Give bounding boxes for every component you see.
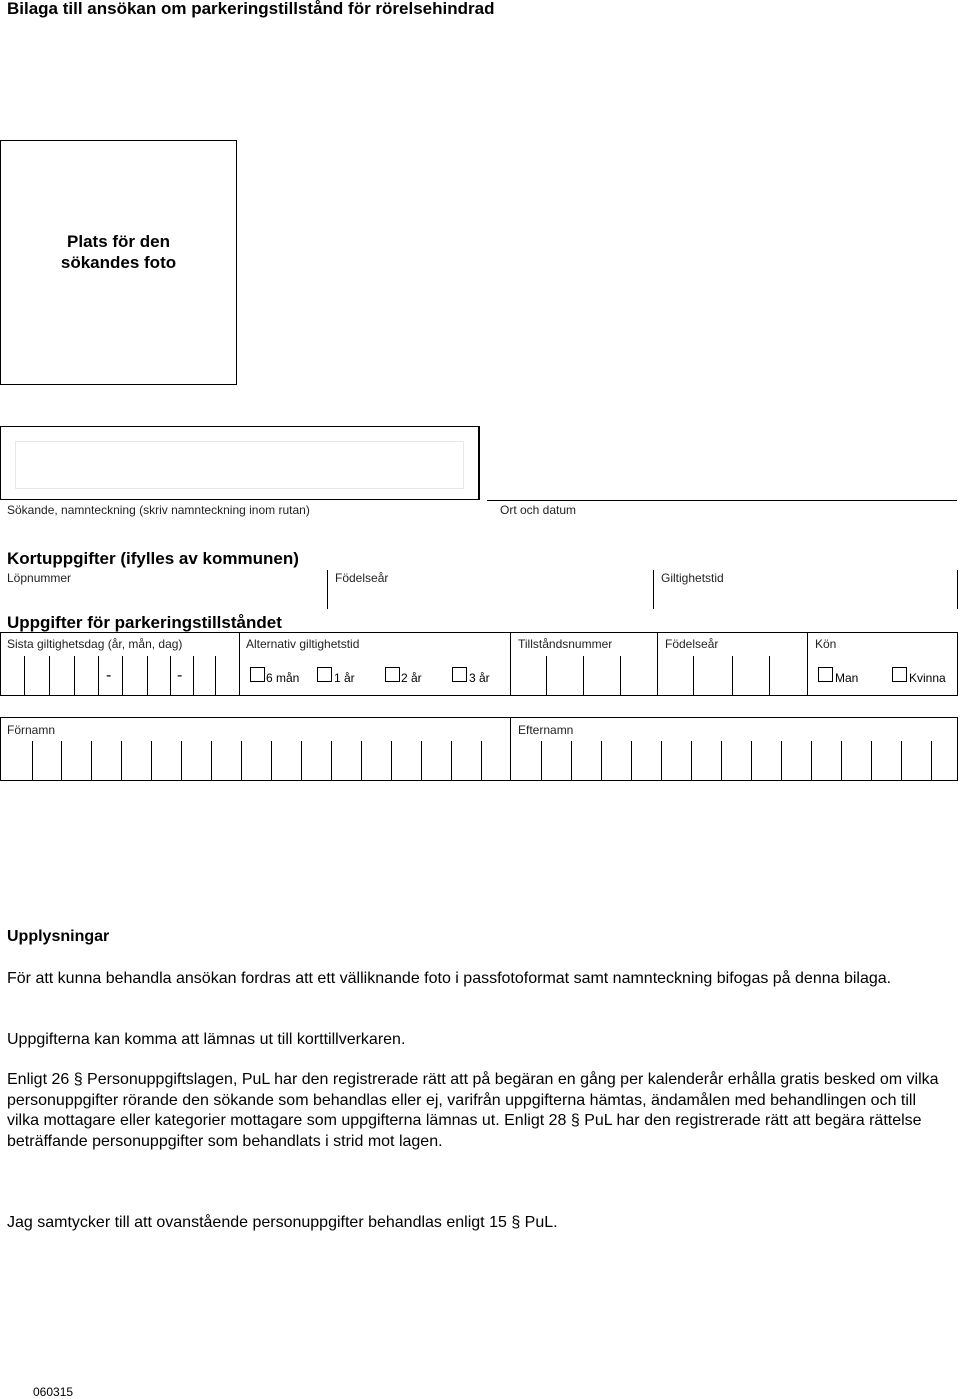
permit-number-divider [546,656,547,696]
option-3-ar: 3 år [469,671,490,685]
birth-year-divider [732,656,733,696]
date-digit-divider [193,656,194,696]
name-letter-divider [32,741,33,781]
info-paragraph-2: Uppgifterna kan komma att lämnas ut till korttillverkaren. [7,1031,406,1048]
signature-inner-area[interactable] [15,441,464,489]
label-last-valid-date: Sista giltighetsdag (år, mån, dag) [7,637,183,651]
name-letter-divider [211,741,212,781]
label-permit-number: Tillståndsnummer [518,637,613,651]
checkbox-6-man[interactable] [250,667,265,682]
section-divider [657,632,658,696]
name-letter-divider [901,741,902,781]
option-kvinna: Kvinna [909,671,946,685]
checkbox-1-ar[interactable] [317,667,332,682]
name-letter-divider [781,741,782,781]
name-letter-divider [691,741,692,781]
name-letter-divider [421,741,422,781]
signature-box[interactable] [0,426,480,500]
name-letter-divider [481,741,482,781]
footer-code: 060315 [33,1385,74,1399]
place-date-label: Ort och datum [500,503,577,517]
name-letter-divider [61,741,62,781]
date-digit-divider [24,656,25,696]
date-digit-divider [170,656,171,696]
name-letter-divider [331,741,332,781]
card-divider [327,570,328,609]
date-digit-divider [147,656,148,696]
permit-number-divider [583,656,584,696]
permit-section-heading: Uppgifter för parkeringstillståndet [7,613,282,632]
photo-box[interactable] [0,140,237,385]
section-divider [239,632,240,696]
name-letter-divider [661,741,662,781]
info-paragraph-3: Enligt 26 § Personuppgiftslagen, PuL har den registrerade rätt att på begäran en gång per kalenderår erhålla gratis besked om vilka personuppgifter rörande den sökande som behandlas eller ej, varifrån uppgifterna hämtas, ändamålen med behandlingen och till vilka mottagare eller kategorier mottagare som uppgifterna lämnas ut. Enligt 28 § PuL har den registrerade rätt att begära rättelse beträffande personuppgifter som behandlats i strid mot lagen. [7,1071,939,1150]
form-title: Bilaga till ansökan om parkeringstillstånd för rörelsehindrad [7,0,495,18]
name-letter-divider [391,741,392,781]
checkbox-kvinna[interactable] [892,667,907,682]
section-divider [807,632,808,696]
date-separator: - [106,667,112,684]
section-divider [510,632,511,696]
label-birth-year: Födelseår [665,637,719,651]
checkbox-3-ar[interactable] [452,667,467,682]
info-heading: Upplysningar [7,928,110,945]
card-divider [957,570,958,609]
card-field-giltighetstid: Giltighetstid [661,571,724,585]
label-alt-validity: Alternativ giltighetstid [246,637,360,651]
checkbox-man[interactable] [818,667,833,682]
name-letter-divider [871,741,872,781]
name-letter-divider [811,741,812,781]
option-2-ar: 2 år [401,671,422,685]
name-letter-divider [721,741,722,781]
name-divider [510,717,511,781]
checkbox-2-ar[interactable] [385,667,400,682]
name-letter-divider [91,741,92,781]
name-letter-divider [451,741,452,781]
info-paragraph-1: För att kunna behandla ansökan fordras att ett välliknande foto i passfotoformat samt namnteckning bifogas på denna bilaga. [7,970,892,987]
signature-label: Sökande, namnteckning (skriv namnteckning inom rutan) [7,503,310,517]
option-6-man: 6 mån [266,671,300,685]
name-grid[interactable] [0,717,958,781]
date-digit-divider [98,656,99,696]
date-digit-divider [215,656,216,696]
card-divider [653,570,654,609]
card-field-lopnummer: Löpnummer [7,571,72,585]
date-digit-divider [122,656,123,696]
name-letter-divider [121,741,122,781]
info-paragraph-4: Jag samtycker till att ovanstående personuppgifter behandlas enligt 15 § PuL. [7,1214,558,1231]
name-letter-divider [361,741,362,781]
label-gender: Kön [815,637,837,651]
name-letter-divider [241,741,242,781]
name-letter-divider [181,741,182,781]
date-separator: - [177,667,183,684]
date-digit-divider [49,656,50,696]
option-1-ar: 1 år [334,671,355,685]
card-section-heading: Kortuppgifter (ifylles av kommunen) [7,549,299,568]
birth-year-divider [769,656,770,696]
name-letter-divider [841,741,842,781]
label-last-name: Efternamn [518,723,574,737]
name-letter-divider [931,741,932,781]
date-digit-divider [74,656,75,696]
name-letter-divider [541,741,542,781]
name-letter-divider [271,741,272,781]
place-date-line[interactable] [487,500,957,501]
name-letter-divider [631,741,632,781]
permit-number-divider [620,656,621,696]
name-letter-divider [751,741,752,781]
name-letter-divider [571,741,572,781]
label-first-name: Förnamn [7,723,56,737]
name-letter-divider [601,741,602,781]
card-field-fodelsear: Födelseår [335,571,389,585]
option-man: Man [835,671,859,685]
name-letter-divider [151,741,152,781]
name-letter-divider [301,741,302,781]
birth-year-divider [693,656,694,696]
photo-box-label: Plats för den sökandes foto [60,232,177,272]
